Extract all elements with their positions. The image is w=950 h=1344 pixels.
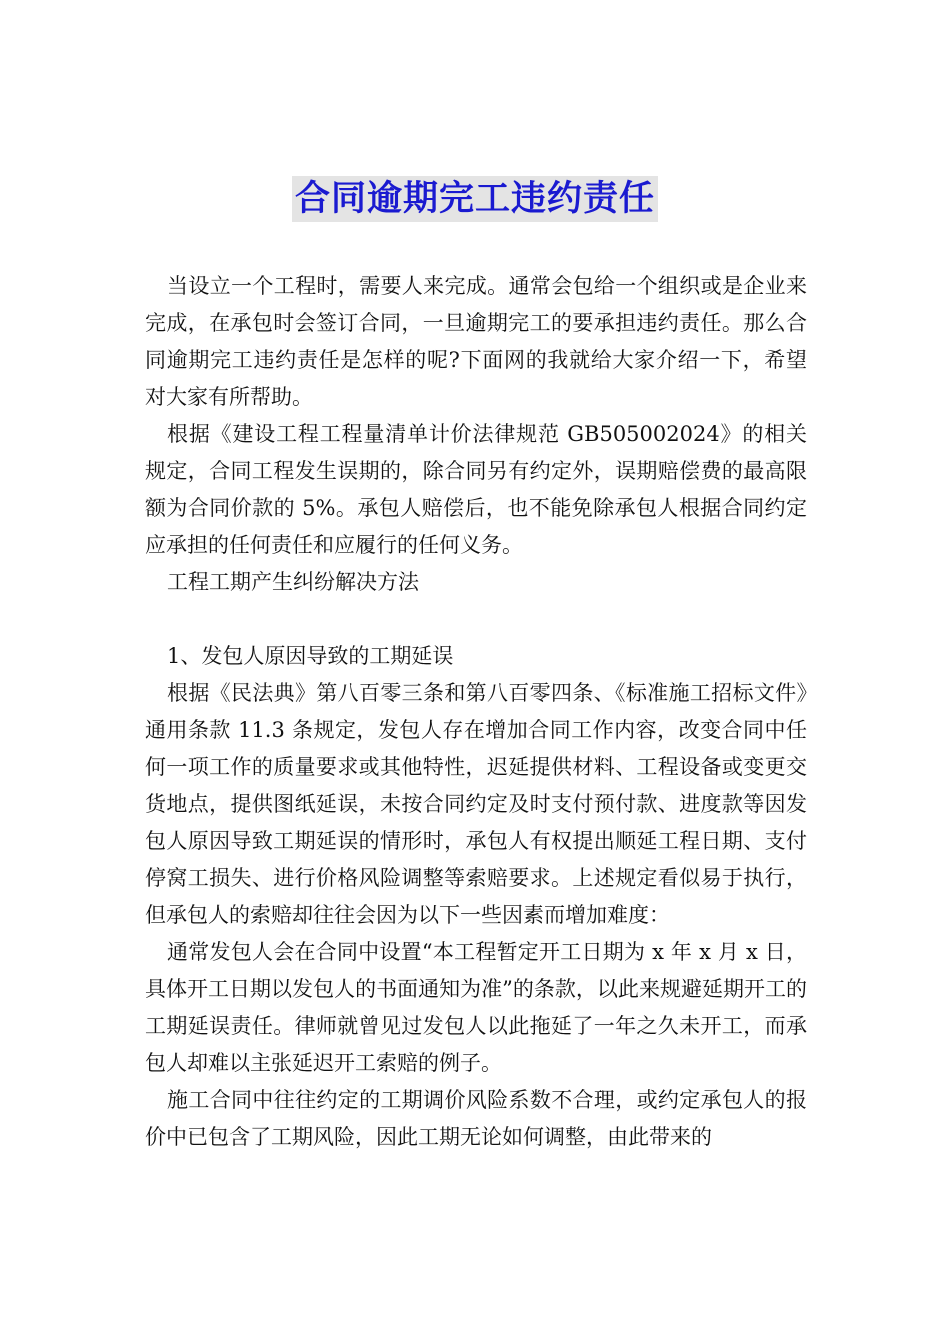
title-container — [0, 176, 950, 222]
document-title: 合同逾期完工违约责任 — [292, 176, 658, 222]
paragraph-start-date-clause: 通常发包人会在合同中设置“本工程暂定开工日期为 x 年 x 月 x 日，具体开工日期以发包人的书面通知为准”的条款，以此来规避延期开工的工期延误责任。律师就曾见过发包人以此拖延了一年之久未开工，而承包人却难以主张延迟开工索赔的例子。 — [145, 940, 807, 1075]
paragraph-regulation: 根据《建设工程工程量清单计价法律规范 GB505002024》的相关规定，合同工程发生误期的，除合同另有约定外，误期赔偿费的最高限额为合同价款的 5%。承包人赔偿后，也不能免除承包人根据合同约定应承担的任何责任和应履行的任何义务。 — [145, 422, 807, 557]
subheading-employer-delay: 1、发包人原因导致的工期延误 — [167, 644, 454, 668]
paragraph-civil-code: 根据《民法典》第八百零三条和第八百零四条、《标准施工招标文件》通用条款 11.3 条规定，发包人存在增加合同工作内容，改变合同中任何一项工作的质量要求或其他特性，迟延提供材料、工程设备或变更交货地点，提供图纸延误，未按合同约定及时支付预付款、进度款等因发包人原因导致工期延误的情形时，承包人有权提出顺延工程日期、支付停窝工损失、进行价格风险调整等索赔要求。上述规定看似易于执行，但承包人的索赔却往往会因为以下一些因素而增加难度： — [145, 681, 807, 927]
blank-line — [145, 601, 807, 638]
paragraph-intro: 当设立一个工程时，需要人来完成。通常会包给一个组织或是企业来完成，在承包时会签订合同，一旦逾期完工的要承担违约责任。那么合同逾期完工违约责任是怎样的呢?下面网的我就给大家介绍一下，希望对大家有所帮助。 — [145, 274, 807, 409]
document-body — [145, 268, 807, 1156]
paragraph-risk-factor: 施工合同中往往约定的工期调价风险系数不合理，或约定承包人的报价中已包含了工期风险，因此工期无论如何调整，由此带来的 — [145, 1088, 807, 1149]
section-heading-dispute-resolution: 工程工期产生纠纷解决方法 — [167, 570, 419, 594]
